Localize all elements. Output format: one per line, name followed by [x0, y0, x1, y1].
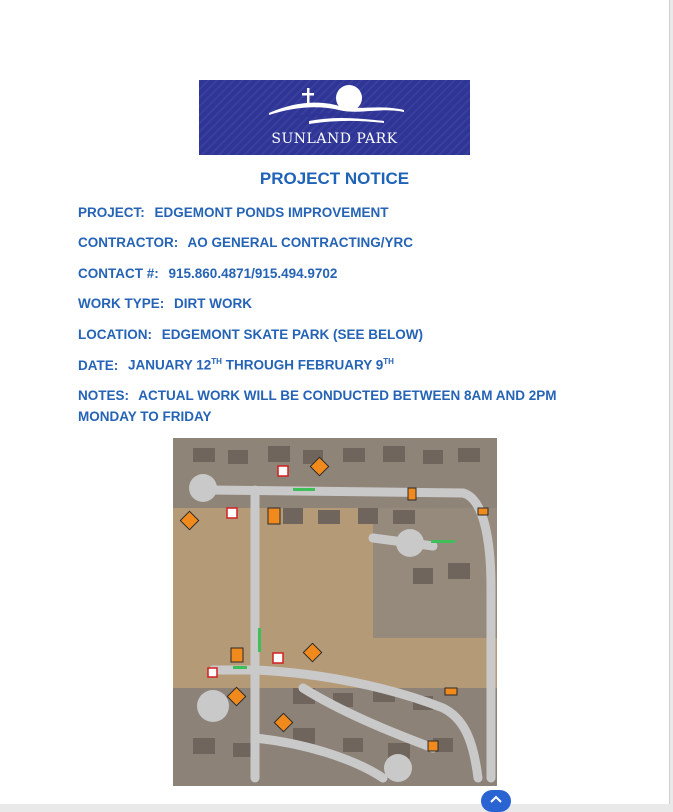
contact-line: [78, 266, 337, 281]
scroll-up-button[interactable]: [481, 790, 511, 812]
date-label: DATE:: [78, 357, 119, 373]
project-value: EDGEMONT PONDS IMPROVEMENT: [154, 205, 389, 220]
sunland-park-logo: [199, 80, 470, 155]
date-start-suffix: TH: [211, 357, 222, 366]
logo-text: SUNLAND PARK: [271, 131, 398, 147]
notes-value: ACTUAL WORK WILL BE CONDUCTED BETWEEN 8AM AND 2PM MONDAY TO FRIDAY: [78, 388, 557, 424]
aerial-map-image: [173, 438, 497, 786]
chevron-up-icon: [489, 793, 503, 807]
project-label: PROJECT:: [78, 205, 145, 220]
date-start: JANUARY 12: [128, 357, 212, 373]
contact-value: 915.860.4871/915.494.9702: [168, 266, 338, 281]
contractor-line: [78, 235, 413, 250]
project-line: [78, 205, 389, 220]
aerial-map-with-traffic-signs-icon: [173, 438, 497, 786]
date-end-suffix: TH: [383, 357, 394, 366]
contact-label: CONTACT #:: [78, 266, 159, 281]
notes-label: NOTES:: [78, 388, 130, 403]
page-title: PROJECT NOTICE: [259, 169, 410, 188]
notes-line: [78, 385, 598, 427]
work-type-line: [78, 296, 252, 311]
date-line: [78, 357, 394, 373]
date-middle: THROUGH FEBRUARY 9: [225, 357, 384, 373]
work-type-label: WORK TYPE:: [78, 296, 165, 311]
location-value: EDGEMONT SKATE PARK (SEE BELOW): [161, 327, 424, 342]
contractor-value: AO GENERAL CONTRACTING/YRC: [187, 235, 414, 250]
contractor-label: CONTRACTOR:: [78, 235, 179, 250]
location-line: [78, 327, 423, 342]
work-type-value: DIRT WORK: [174, 296, 253, 311]
location-label: LOCATION:: [78, 327, 152, 342]
